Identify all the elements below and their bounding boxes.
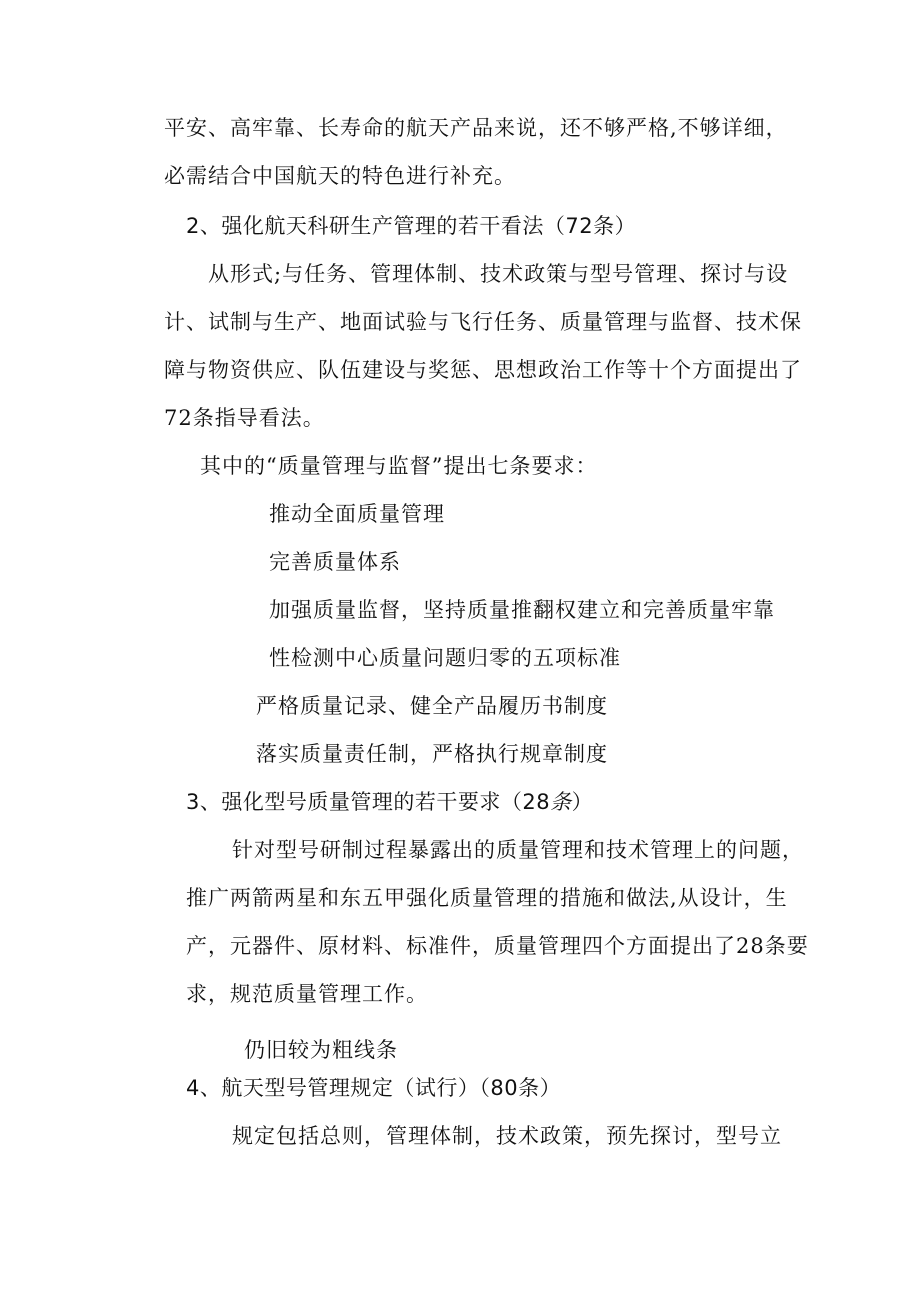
section-2-paragraph-line-1: 从形式;与任务、管理体制、技术政策与型号管理、探讨与设 xyxy=(208,262,789,286)
section-3-paragraph-line-2: 推广两箭两星和东五甲强化质量管理的措施和做法,从设计，生 xyxy=(186,886,788,910)
requirement-item-4: 严格质量记录、健全产品履历书制度 xyxy=(256,694,608,718)
section-3-heading-close: ） xyxy=(571,790,594,814)
requirement-item-2: 完善质量体系 xyxy=(269,550,401,574)
requirement-item-3-line-2: 性检测中心质量问题归零的五项标准 xyxy=(269,646,621,670)
section-2-paragraph-line-3: 障与物资供应、队伍建设与奖惩、思想政治工作等十个方面提出了 xyxy=(164,358,802,382)
section-3-paragraph-line-4: 求，规范质量管理工作。 xyxy=(186,982,428,1006)
section-3-note: 仍旧较为粗线条 xyxy=(244,1038,398,1062)
section-2-paragraph-line-4: 72条指导看法。 xyxy=(164,406,325,430)
section-3-paragraph-line-1: 针对型号研制过程暴露出的质量管理和技术管理上的问题， xyxy=(232,838,804,862)
body-line-2: 必需结合中国航天的特色进行补充。 xyxy=(164,164,516,188)
section-4-paragraph-line-1: 规定包括总则，管理体制，技术政策，预先探讨，型号立 xyxy=(232,1124,782,1148)
section-3-heading xyxy=(186,787,593,817)
section-2-heading: 2、强化航天科研生产管理的若干看法（72条） xyxy=(186,214,637,238)
body-line-1: 平安、高牢靠、长寿命的航天产品来说，还不够严格,不够详细， xyxy=(164,116,788,140)
section-3-paragraph-line-3: 产，元器件、原材料、标准件，质量管理四个方面提出了28条要 xyxy=(186,934,809,958)
section-4-heading: 4、航天型号管理规定（试行）（80条） xyxy=(186,1076,562,1100)
section-3-heading-italic-char: 条 xyxy=(550,790,572,814)
requirement-item-3-line-1: 加强质量监督，坚持质量推翻权建立和完善质量牢靠 xyxy=(269,598,775,622)
requirement-item-1: 推动全面质量管理 xyxy=(269,502,445,526)
requirement-item-5: 落实质量责任制，严格执行规章制度 xyxy=(256,742,608,766)
section-2-paragraph-line-2: 计、试制与生产、地面试验与飞行任务、质量管理与监督、技术保 xyxy=(164,310,802,334)
section-3-heading-text: 3、强化型号质量管理的若干要求（28 xyxy=(186,790,551,814)
section-2-requirements-intro: 其中的“质量管理与监督”提出七条要求： xyxy=(200,454,598,478)
